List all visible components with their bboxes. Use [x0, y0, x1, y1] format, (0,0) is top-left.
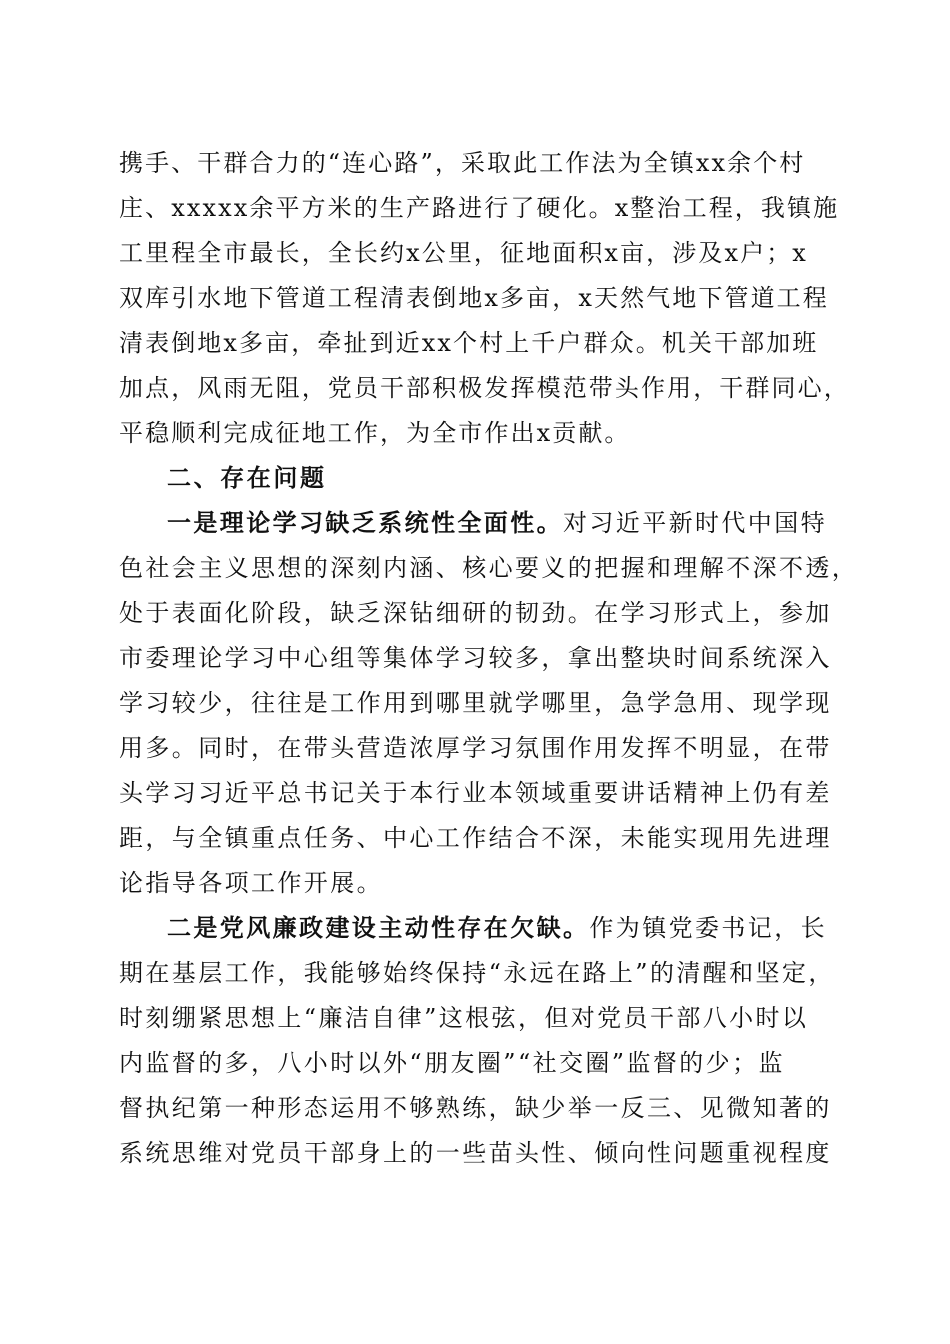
text-line: 用多。同时，在带头营造浓厚学习氛围作用发挥不明显，在带	[119, 734, 832, 762]
intro-paragraph	[119, 141, 850, 456]
text-line: 系统思维对党员干部身上的一些苗头性、倾向性问题重视程度	[119, 1139, 832, 1167]
section-heading: 二、存在问题	[167, 464, 327, 492]
text-line: 加点，风雨无阻，党员干部积极发挥模范带头作用，干群同心，	[119, 374, 850, 402]
text-line: 头学习习近平总书记关于本行业本领域重要讲话精神上仍有差	[119, 779, 832, 807]
text-line: 清表倒地x多亩，牵扯到近xx个村上千户群众。机关干部加班	[119, 329, 819, 357]
text-line: 平稳顺利完成征地工作，为全市作出x贡献。	[119, 419, 631, 447]
problem-one-first-rest: 对习近平新时代中国特	[563, 509, 827, 537]
text-line: 期在基层工作，我能够始终保持“永远在路上”的清醒和坚定，	[119, 959, 835, 987]
document-body	[119, 141, 859, 1176]
problem-two-first-rest: 作为镇党委书记，长	[589, 914, 828, 942]
text-line: 处于表面化阶段，缺乏深钻细研的韧劲。在学习形式上，参加	[119, 599, 832, 627]
text-line: 双库引水地下管道工程清表倒地x多亩，x天然气地下管道工程	[119, 284, 829, 312]
text-line: 工里程全市最长，全长约x公里，征地面积x亩，涉及x户；x	[119, 239, 808, 267]
problem-one-first-line	[119, 501, 831, 546]
text-line: 督执纪第一种形态运用不够熟练，缺少举一反三、见微知著的	[119, 1094, 832, 1122]
text-line: 内监督的多，八小时以外“朋友圈”“社交圈”监督的少；监	[119, 1049, 785, 1077]
text-line: 色社会主义思想的深刻内涵、核心要义的把握和理解不深不透，	[119, 554, 859, 582]
text-line: 学习较少，往往是工作用到哪里就学哪里，急学急用、现学现	[119, 689, 832, 717]
problem-one-lead: 一是理论学习缺乏系统性全面性。	[167, 509, 563, 537]
problem-two-paragraph	[119, 906, 835, 1176]
text-line: 时刻绷紧思想上“廉洁自律”这根弦，但对党员干部八小时以	[119, 1004, 809, 1032]
problem-two-lead: 二是党风廉政建设主动性存在欠缺。	[167, 914, 590, 942]
text-line: 携手、干群合力的“连心路”，采取此工作法为全镇xx余个村	[119, 149, 806, 177]
text-line: 市委理论学习中心组等集体学习较多，拿出整块时间系统深入	[119, 644, 832, 672]
text-line: 距，与全镇重点任务、中心工作结合不深，未能实现用先进理	[119, 824, 832, 852]
text-line: 庄、xxxxx余平方米的生产路进行了硬化。x整治工程，我镇施	[119, 194, 840, 222]
text-line: 论指导各项工作开展。	[119, 869, 383, 897]
problem-two-first-line	[119, 906, 831, 951]
problem-one-paragraph	[119, 501, 859, 906]
